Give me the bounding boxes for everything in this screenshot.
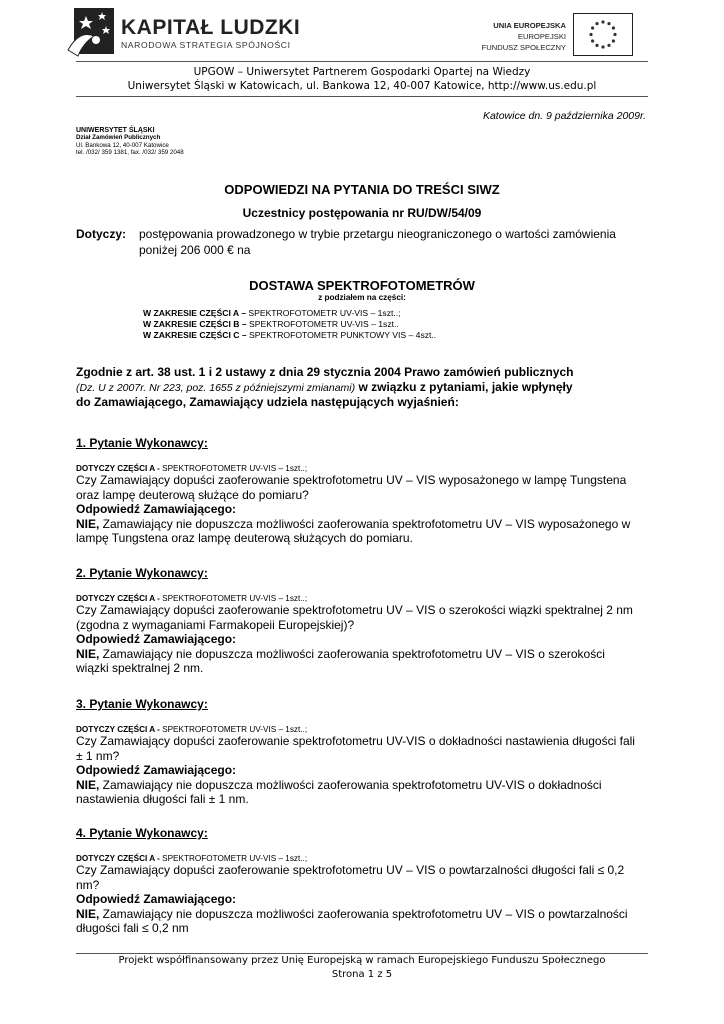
answer-no: NIE, [76,646,100,661]
logo-title: KAPITAŁ LUDZKI [121,16,301,39]
question-text: Czy Zamawiający dopuści zaoferowanie spektrofotometru UV-VIS o dokładności nastawienia długości fali [76,734,635,748]
part-c-text: SPEKTROFOTOMETR PUNKTOWY VIS – 4szt.. [246,330,437,340]
answer-label: Odpowiedź Zamawiającego: [76,892,237,906]
question-part-label: DOTYCZY CZĘŚCI A - [76,725,160,734]
answer-text: Zamawiający nie dopuszcza możliwości zaoferowania spektrofotometru UV-VIS o dokładności [99,777,602,792]
question-part-text: SPEKTROFOTOMETR UV-VIS – 1szt..; [159,725,308,734]
question-text: Czy Zamawiający dopuści zaoferowanie spektrofotometru UV – VIS wyposażonego w lampę Tungstena [76,473,627,487]
question-part-label: DOTYCZY CZĘŚCI A - [76,594,160,603]
answer-line: nastawienia długości fali ± 1 nm. [76,792,249,806]
answer-text: Zamawiający nie dopuszcza możliwości zaoferowania spektrofotometru UV – VIS o powtarzalności [99,906,628,921]
part-a-label: W ZAKRESIE CZĘŚCI A – [143,308,246,318]
part-b-text: SPEKTROFOTOMETR UV-VIS – 1szt.. [246,319,399,329]
subject-title: DOSTAWA SPEKTROFOTOMETRÓW [249,278,475,293]
university-line1: UPGOW – Uniwersytet Partnerem Gospodarki Opartej na Wiedzy [193,66,531,78]
eu-line2: EUROPEJSKI [517,32,566,41]
sender-address: Ul. Bankowa 12, 40-007 Katowice [76,141,169,149]
eu-line1: UNIA EUROPEJSKA [493,21,566,30]
part-c-label: W ZAKRESIE CZĘŚCI C – [143,330,247,340]
question-text: Czy Zamawiający dopuści zaoferowanie spektrofotometru UV – VIS o powtarzalności długości fali ≤ 0,2 [76,863,625,877]
sender-phone: tel. /032/ 359 1381, fax. /032/ 359 2048 [76,148,184,156]
intro-line2 [76,380,648,395]
question-part-label: DOTYCZY CZĘŚCI A - [76,464,160,473]
document-title: ODPOWIEDZI NA PYTANIA DO TREŚCI SIWZ [224,182,500,197]
question-part-text: SPEKTROFOTOMETR UV-VIS – 1szt..; [159,464,308,473]
answer-label: Odpowiedź Zamawiającego: [76,502,237,516]
dotyczy-block [76,227,648,241]
question-heading: 2. Pytanie Wykonawcy: [76,566,208,580]
part-b [143,319,436,330]
answer-no: NIE, [76,906,100,921]
answer-line [76,778,648,792]
dotyczy-line1: postępowania prowadzonego w trybie przetargu nieograniczonego o wartości zamówienia [139,227,616,241]
answer-no: NIE, [76,516,100,531]
eu-flag-icon [573,13,633,56]
subject-note: z podziałem na części: [318,293,406,302]
header-divider-2 [76,96,648,97]
logo-subtitle: NARODOWA STRATEGIA SPÓJNOŚCI [121,40,291,50]
kapital-ludzki-logo-icon [66,6,118,58]
dotyczy-label: Dotyczy: [76,227,127,241]
university-line2: Uniwersytet Śląski w Katowicach, ul. Bankowa 12, 40-007 Katowice, http://www.us.edu.pl [127,80,597,92]
question-text: oraz lampę deuterową służące do pomiaru? [76,487,309,502]
part-c [143,330,436,341]
eu-logo-text [470,20,566,53]
intro-line3: do Zamawiającego, Zamawiający udziela następujących wyjaśnień: [76,395,459,409]
intro-line1: Zgodnie z art. 38 ust. 1 i 2 ustawy z dnia 29 stycznia 2004 Prawo zamówień publicznych [76,365,574,379]
answer-line [76,907,648,921]
document-subtitle: Uczestnicy postępowania nr RU/DW/54/09 [242,206,482,220]
document-date: Katowice dn. 9 października 2009r. [482,110,646,122]
dotyczy-line2: poniżej 206 000 € na [139,243,251,257]
sender-name: UNIWERSYTET ŚLĄSKI [76,127,155,134]
question-part-label: DOTYCZY CZĘŚCI A - [76,854,160,863]
footer-page: Strona 1 z 5 [331,969,393,980]
parts-list [143,308,436,341]
question-heading: 1. Pytanie Wykonawcy: [76,436,208,450]
answer-text: Zamawiający nie dopuszcza możliwości zaoferowania spektrofotometru UV – VIS o szerokości [99,646,605,661]
question-text: ± 1 nm? [76,748,120,763]
part-b-label: W ZAKRESIE CZĘŚCI B – [143,319,247,329]
part-a [143,308,436,319]
question-text: (zgodna z wymaganiami Farmakopeii Europejskiej)? [76,617,355,632]
footer-line1: Projekt współfinansowany przez Unię Europejską w ramach Europejskiego Funduszu Społecznego [118,955,606,966]
answer-label: Odpowiedź Zamawiającego: [76,763,237,777]
sender-dept: Dział Zamówień Publicznych [76,134,161,142]
question-heading: 4. Pytanie Wykonawcy: [76,826,208,840]
question-text: Czy Zamawiający dopuści zaoferowanie spektrofotometru UV – VIS o szerokości wiązki spektralnej 2 nm [76,603,633,617]
part-a-text: SPEKTROFOTOMETR UV-VIS – 1szt..; [245,308,401,318]
question-part-text: SPEKTROFOTOMETR UV-VIS – 1szt..; [159,594,308,603]
eu-line3: FUNDUSZ SPOŁECZNY [481,43,566,52]
answer-line [76,517,648,531]
answer-line: lampę Tungstena oraz lampę deuterową służących do pomiaru. [76,531,413,545]
question-part-text: SPEKTROFOTOMETR UV-VIS – 1szt..; [159,854,308,863]
intro-citation: (Dz. U z 2007r. Nr 223, poz. 1655 z późniejszymi zmianami) [76,382,356,394]
answer-line [76,647,648,661]
answer-line: wiązki spektralnej 2 nm. [76,661,204,675]
question-heading: 3. Pytanie Wykonawcy: [76,697,208,711]
answer-line: długości fali ≤ 0,2 nm [76,921,189,935]
answer-text: Zamawiający nie dopuszcza możliwości zaoferowania spektrofotometru UV – VIS wyposażonego w [99,516,631,531]
question-text: nm? [76,877,100,892]
header-divider [76,61,648,62]
answer-label: Odpowiedź Zamawiającego: [76,632,237,646]
intro-line2-bold: w związku z pytaniami, jakie wpłynęły [355,380,573,394]
sender-address-block [76,127,184,156]
answer-no: NIE, [76,777,100,792]
